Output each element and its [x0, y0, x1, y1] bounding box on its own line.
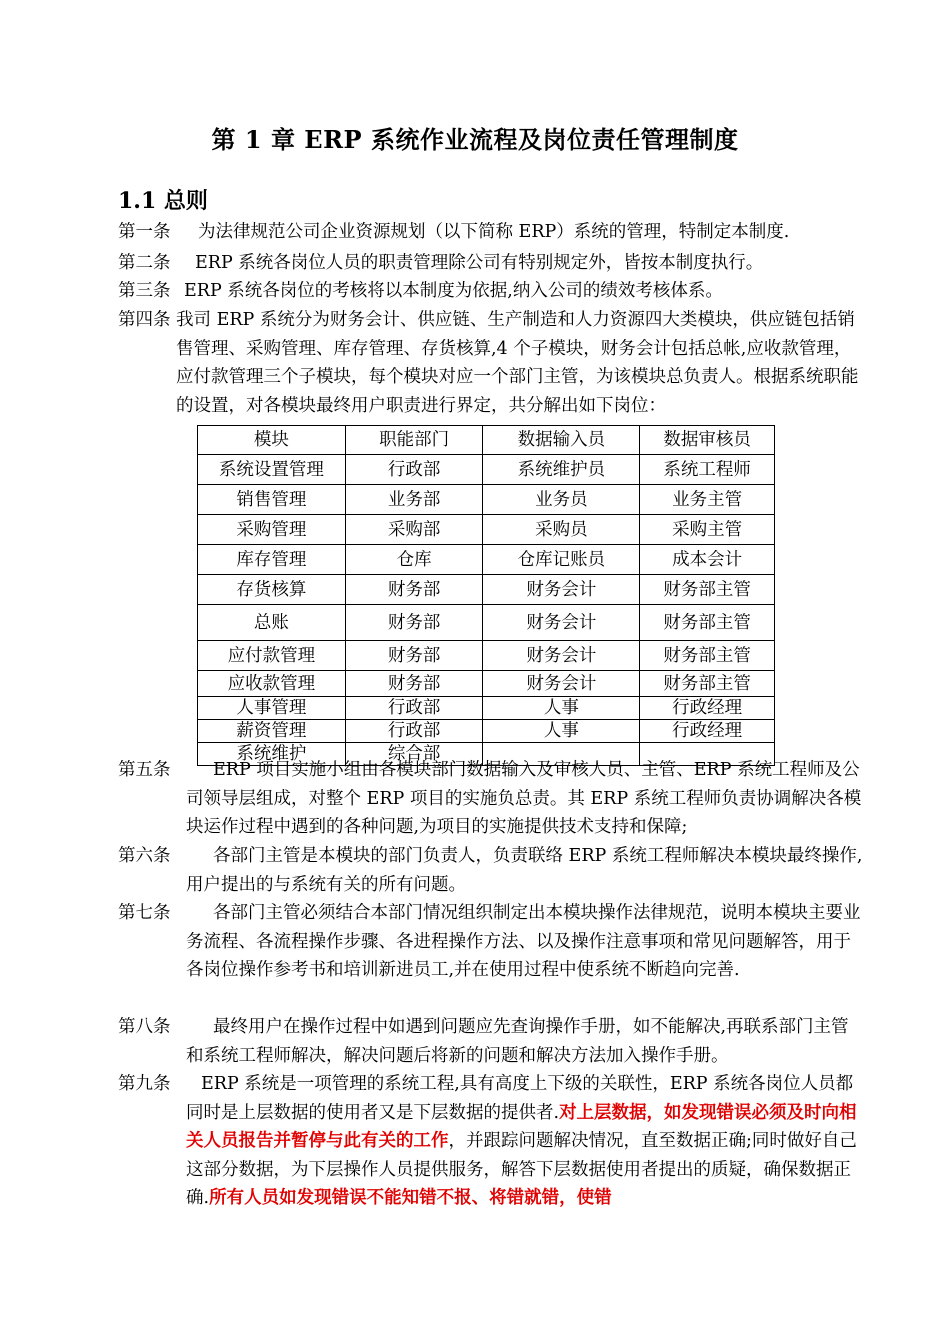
table-cell: 行政部 [345, 697, 483, 720]
table-cell: 财务会计 [483, 641, 640, 671]
table-cell: 行政部 [345, 720, 483, 743]
article-text: 各部门主管必须结合本部门情况组织制定出本模块操作法律规范，说明本模块主要业务流程、各流程操作步骤、各进程操作方法、以及操作注意事项和常见问题解答，用于各岗位操作参考书和培训新进员工,并在使用过程中使系统不断趋向完善. [186, 903, 861, 980]
table-cell: 系统维护员 [483, 455, 640, 485]
table-cell: 应付款管理 [198, 641, 346, 671]
table-cell: 财务会计 [483, 671, 640, 697]
table-row [198, 485, 775, 515]
table-cell: 仓库 [345, 545, 483, 575]
article-2 [118, 249, 866, 278]
table-cell: 人事管理 [198, 697, 346, 720]
article-7 [118, 899, 866, 985]
table-cell: 系统设置管理 [198, 455, 346, 485]
article-label: 第四条 [118, 310, 171, 330]
table-row [198, 697, 775, 720]
table-row [198, 720, 775, 743]
table-header-cell: 数据审核员 [640, 426, 775, 455]
article-text: 为法律规范公司企业资源规划（以下简称 ERP）系统的管理，特制定本制度. [198, 222, 790, 242]
article-5 [118, 756, 866, 842]
highlight-text: 对上层数据，如发现错误必须及时向相关人员报告并暂停与此有关的工作 [186, 1102, 857, 1151]
article-3 [118, 277, 866, 306]
article-text-part: ，并跟踪问题解决情况，直至数据正确;同时做好自己这部分数据，为下层操作人员提供服务，解答下层数据使用者提出的质疑，确保数据正确. [186, 1131, 857, 1208]
table-header-cell: 数据输入员 [483, 426, 640, 455]
table-cell: 财务部主管 [640, 575, 775, 605]
article-text: ERP 系统各岗位人员的职责管理除公司有特别规定外，皆按本制度执行。 [195, 253, 764, 273]
section-title: 1.1 总则 [118, 188, 208, 214]
article-text: 我司 ERP 系统分为财务会计、供应链、生产制造和人力资源四大类模块，供应链包括销售管理、采购管理、库存管理、存货核算,4 个子模块，财务会计包括总帐,应收款管理，应付款管理三个子模块，每个模块对应一个部门主管，为该模块总负责人。根据系统职能的设置，对各模块最终用户职责进行界定，共分解出如下岗位： [176, 310, 859, 416]
article-label: 第一条 [118, 222, 171, 242]
article-text [118, 1070, 866, 1213]
table-cell: 人事 [483, 697, 640, 720]
table-header-row [198, 426, 775, 455]
article-text: 各部门主管是本模块的部门负责人，负责联络 ERP 系统工程师解决本模块最终操作,用户提出的与系统有关的所有问题。 [186, 846, 863, 895]
article-label: 第七条 [118, 903, 171, 923]
table-cell: 行政部 [345, 455, 483, 485]
table-cell: 财务部 [345, 575, 483, 605]
table-cell: 业务主管 [640, 485, 775, 515]
table-cell: 财务部主管 [640, 671, 775, 697]
table-cell: 财务部主管 [640, 605, 775, 641]
table-row [198, 671, 775, 697]
table-cell: 系统工程师 [640, 455, 775, 485]
table-cell: 人事 [483, 720, 640, 743]
table-row [198, 515, 775, 545]
chapter-title: 第 1 章 ERP 系统作业流程及岗位责任管理制度 [211, 125, 739, 154]
table-cell: 仓库记账员 [483, 545, 640, 575]
table-cell: 财务部 [345, 605, 483, 641]
table-header-cell: 职能部门 [345, 426, 483, 455]
highlight-text: 所有人员如发现错误不能知错不报、将错就错，使错 [209, 1188, 612, 1208]
table-row [198, 455, 775, 485]
article-text: 最终用户在操作过程中如遇到问题应先查询操作手册，如不能解决,再联系部门主管和系统工程师解决，解决问题后将新的问题和解决方法加入操作手册。 [186, 1017, 849, 1066]
table-cell: 采购管理 [198, 515, 346, 545]
table-cell: 综合部 [345, 743, 483, 766]
table-cell: 销售管理 [198, 485, 346, 515]
table-row [198, 575, 775, 605]
table-cell: 行政经理 [640, 697, 775, 720]
table-cell: 成本会计 [640, 545, 775, 575]
table-cell: 财务会计 [483, 575, 640, 605]
table-cell: 总账 [198, 605, 346, 641]
article-1 [118, 218, 866, 247]
table-row [198, 545, 775, 575]
table-cell: 行政经理 [640, 720, 775, 743]
table-cell: 采购主管 [640, 515, 775, 545]
table-cell: 财务部 [345, 671, 483, 697]
table-cell: 业务部 [345, 485, 483, 515]
table-cell: 应收款管理 [198, 671, 346, 697]
article-label: 第六条 [118, 846, 171, 866]
article-label: 第三条 [118, 281, 171, 301]
article-text: ERP 系统各岗位的考核将以本制度为依据,纳入公司的绩效考核体系。 [184, 281, 723, 301]
table-row [198, 605, 775, 641]
article-text: ERP 项目实施小组由各模块部门数据输入及审核人员、主管、ERP 系统工程师及公司领导层组成，对整个 ERP 项目的实施负总责。其 ERP 系统工程师负责协调解决各模块运作过程中遇到的各种问题,为项目的实施提供技术支持和保障; [186, 760, 862, 837]
article-label: 第九条 [118, 1074, 171, 1094]
table-cell: 采购员 [483, 515, 640, 545]
article-label: 第八条 [118, 1017, 171, 1037]
article-label: 第五条 [118, 760, 171, 780]
table-cell: 采购部 [345, 515, 483, 545]
table-header-cell: 模块 [198, 426, 346, 455]
positions-table [197, 425, 775, 766]
table-cell: 薪资管理 [198, 720, 346, 743]
article-text-part: ERP 系统是一项管理的系统工程,具有高度上下级的关联性，ERP 系统各岗位人员都同时是上层数据的使用者又是下层数据的提供者. [186, 1074, 854, 1123]
article-8 [118, 1013, 866, 1070]
article-9 [118, 1070, 866, 1213]
article-label: 第二条 [118, 253, 171, 273]
table-cell: 存货核算 [198, 575, 346, 605]
table-cell: 业务员 [483, 485, 640, 515]
table-row [198, 641, 775, 671]
table-cell: 财务会计 [483, 605, 640, 641]
table-cell: 财务部主管 [640, 641, 775, 671]
table-cell: 库存管理 [198, 545, 346, 575]
article-4 [118, 306, 866, 420]
table-cell: 财务部 [345, 641, 483, 671]
article-6 [118, 842, 866, 899]
table-cell: 系统维护 [198, 743, 346, 766]
